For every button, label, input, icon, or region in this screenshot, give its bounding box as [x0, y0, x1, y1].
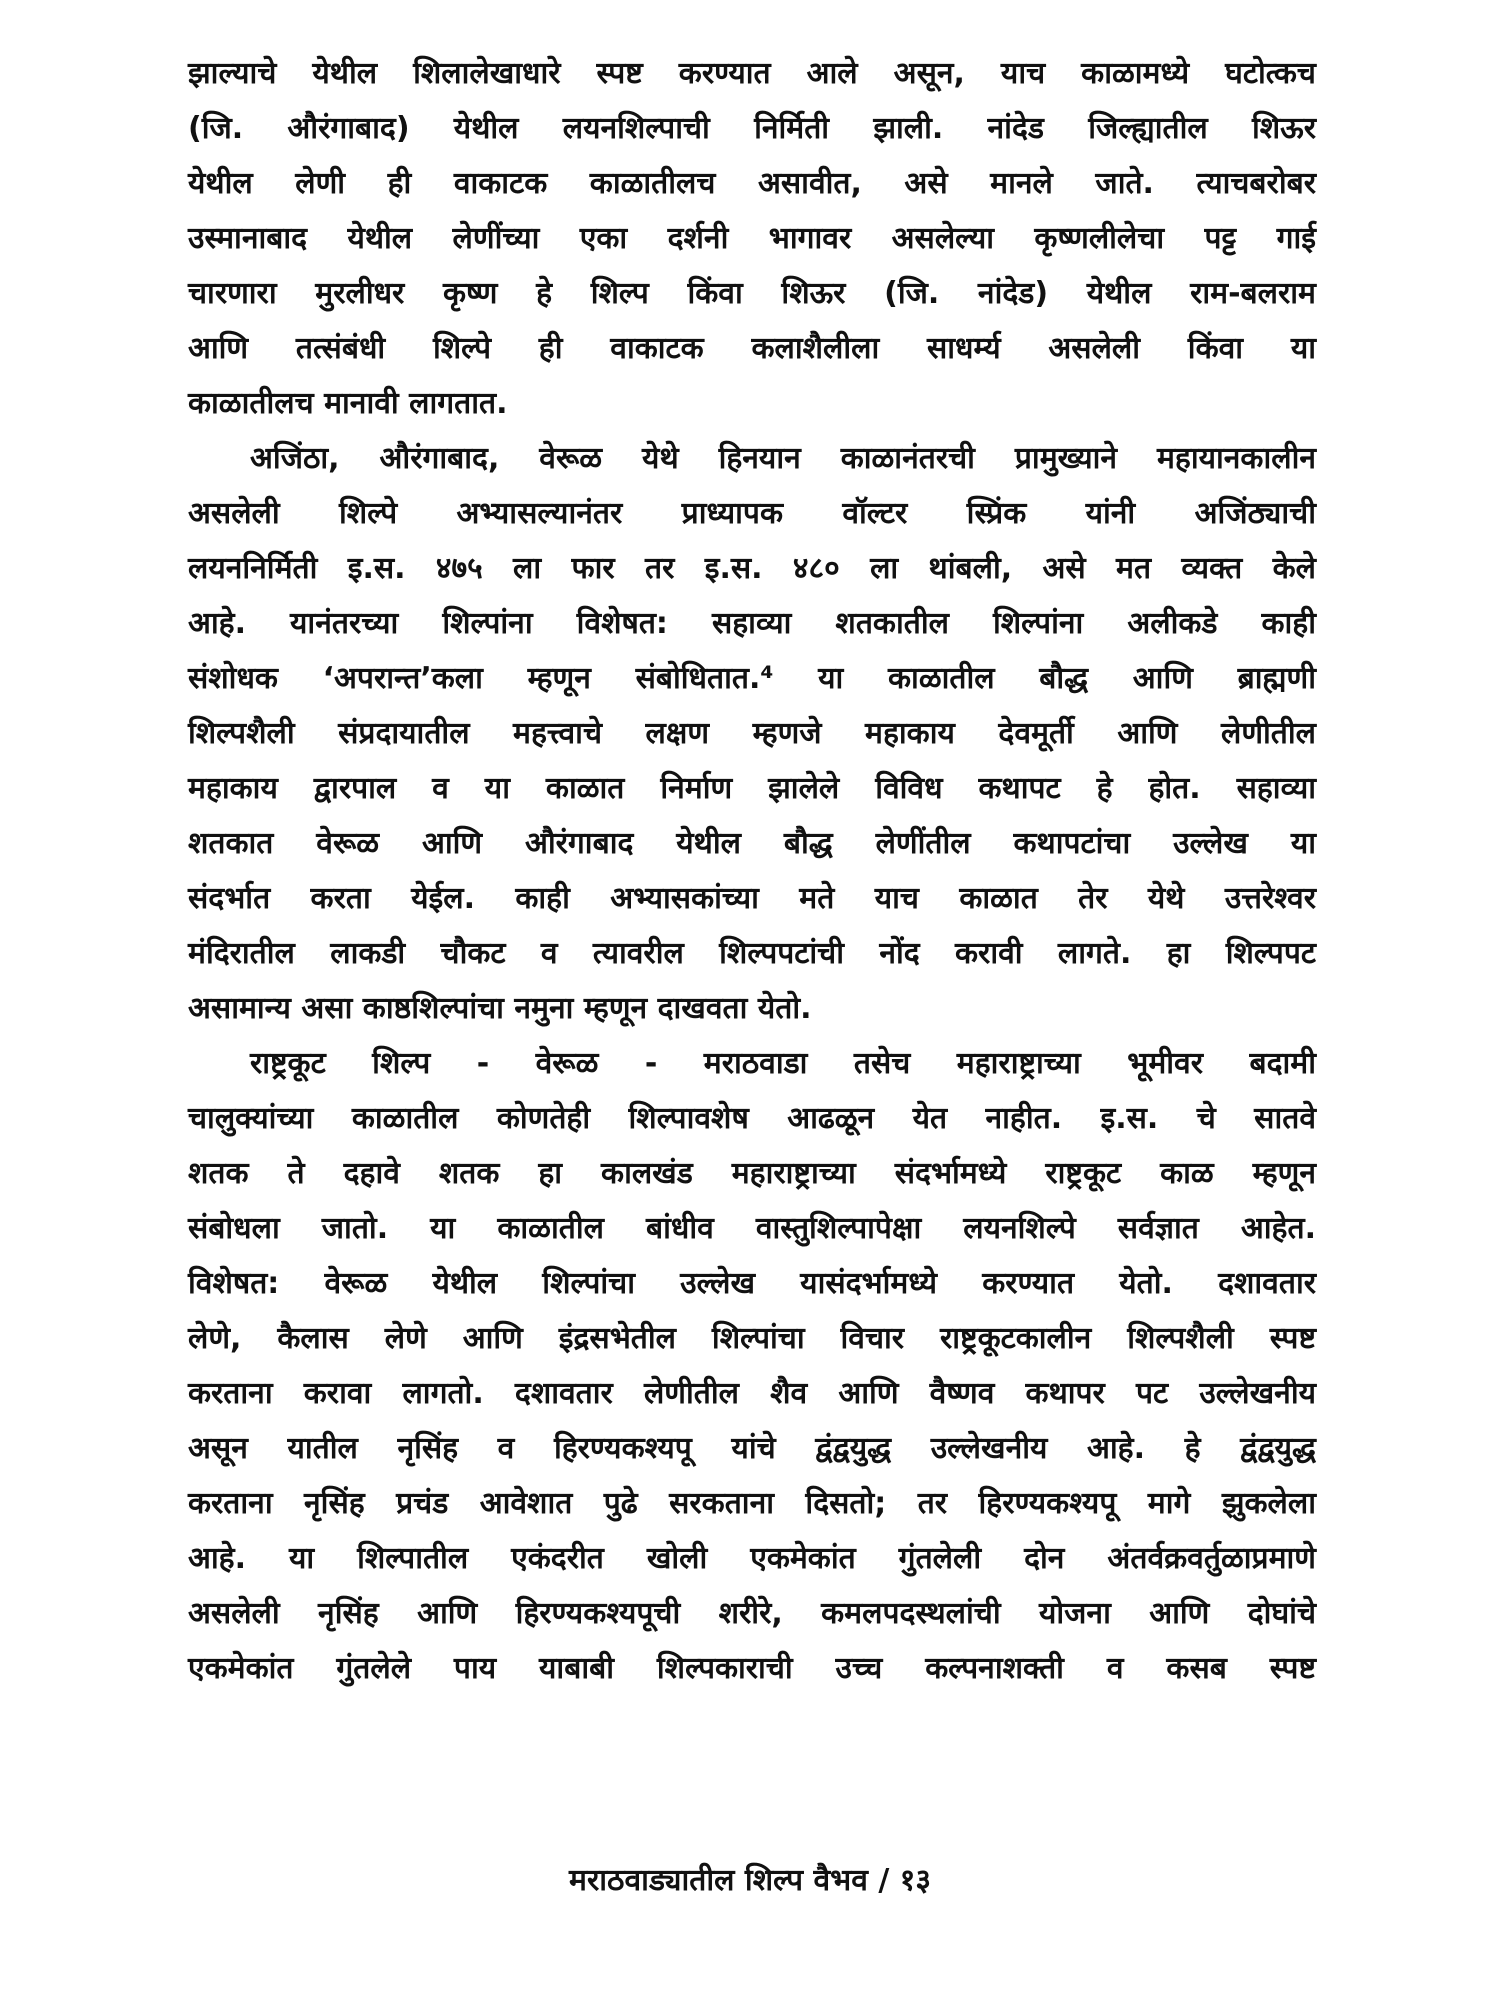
text-line: उस्मानाबाद येथील लेणींच्या एका दर्शनी भागावर असलेल्या कृष्णलीलेचा पट्ट गाई: [188, 221, 1316, 256]
paragraph: [188, 1036, 1316, 1696]
text-line: (जि. औरंगाबाद) येथील लयनशिल्पाची निर्मिती झाली. नांदेड जिल्ह्यातील शिऊर: [188, 111, 1316, 146]
text-line: झाल्याचे येथील शिलालेखाधारे स्पष्ट करण्यात आले असून, याच काळामध्ये घटोत्कच: [188, 56, 1316, 91]
text-line: संशोधक ‘अपरान्त’कला म्हणून संबोधितात.⁴ या काळातील बौद्ध आणि ब्राह्मणी: [188, 661, 1316, 696]
text-line: [188, 1036, 1316, 1091]
text-line: संबोधला जातो. या काळातील बांधीव वास्तुशिल्पापेक्षा लयनशिल्पे सर्वज्ञात आहेत.: [188, 1211, 1316, 1246]
page-body: [188, 46, 1316, 1696]
text-line-rest: मराठवाडा तसेच महाराष्ट्राच्या भूमीवर बदामी: [703, 1046, 1316, 1081]
text-line: आहे. यानंतरच्या शिल्पांना विशेषत: सहाव्या शतकातील शिल्पांना अलीकडे काही: [188, 606, 1316, 641]
paragraph: [188, 431, 1316, 1036]
text-line: आणि तत्संबंधी शिल्पे ही वाकाटक कलाशैलीला साधर्म्य असलेली किंवा या: [188, 331, 1316, 366]
section-heading: राष्ट्रकूट शिल्प - वेरूळ -: [250, 1046, 658, 1081]
text-line: शतक ते दहावे शतक हा कालखंड महाराष्ट्राच्या संदर्भामध्ये राष्ट्रकूट काळ म्हणून: [188, 1156, 1316, 1191]
text-line: करताना नृसिंह प्रचंड आवेशात पुढे सरकताना दिसतो; तर हिरण्यकश्यपू मागे झुकलेला: [188, 1486, 1316, 1521]
text-line: महाकाय द्वारपाल व या काळात निर्माण झालेले विविध कथापट हे होत. सहाव्या: [188, 771, 1316, 806]
text-line: संदर्भात करता येईल. काही अभ्यासकांच्या मते याच काळात तेर येथे उत्तरेश्वर: [188, 881, 1316, 916]
text-line: विशेषत: वेरूळ येथील शिल्पांचा उल्लेख यासंदर्भामध्ये करण्यात येतो. दशावतार: [188, 1266, 1316, 1301]
text-line: मंदिरातील लाकडी चौकट व त्यावरील शिल्पपटांची नोंद करावी लागते. हा शिल्पपट: [188, 936, 1316, 971]
text-line: चालुक्यांच्या काळातील कोणतेही शिल्पावशेष आढळून येत नाहीत. इ.स. चे सातवे: [188, 1101, 1316, 1136]
text-line: चारणारा मुरलीधर कृष्ण हे शिल्प किंवा शिऊर (जि. नांदेड) येथील राम-बलराम: [188, 276, 1316, 311]
text-line: काळातीलच मानावी लागतात.: [188, 386, 508, 421]
text-line: येथील लेणी ही वाकाटक काळातीलच असावीत, असे मानले जाते. त्याचबरोबर: [188, 166, 1316, 201]
page-footer: मराठवाड्यातील शिल्प वैभव / १३: [569, 1863, 931, 1898]
text-line: असामान्य असा काष्ठशिल्पांचा नमुना म्हणून दाखवता येतो.: [188, 991, 812, 1026]
text-line: असलेली शिल्पे अभ्यासल्यानंतर प्राध्यापक वॉल्टर स्प्रिंक यांनी अजिंठ्याची: [188, 496, 1316, 531]
text-line: एकमेकांत गुंतलेले पाय याबाबी शिल्पकाराची उच्च कल्पनाशक्ती व कसब स्पष्ट: [188, 1651, 1316, 1686]
text-line: लेणे, कैलास लेणे आणि इंद्रसभेतील शिल्पांचा विचार राष्ट्रकूटकालीन शिल्पशैली स्पष्ट: [188, 1321, 1316, 1356]
text-line: असलेली नृसिंह आणि हिरण्यकश्यपूची शरीरे, कमलपदस्थलांची योजना आणि दोघांचे: [188, 1596, 1316, 1631]
text-line: आहे. या शिल्पातील एकंदरीत खोली एकमेकांत गुंतलेली दोन अंतर्वक्रवर्तुळाप्रमाणे: [188, 1541, 1316, 1576]
paragraph: [188, 46, 1316, 431]
text-line: अजिंठा, औरंगाबाद, वेरूळ येथे हिनयान काळानंतरची प्रामुख्याने महायानकालीन: [250, 441, 1316, 476]
text-line: असून यातील नृसिंह व हिरण्यकश्यपू यांचे द्वंद्वयुद्ध उल्लेखनीय आहे. हे द्वंद्वयुद्ध: [188, 1431, 1316, 1466]
text-line: लयननिर्मिती इ.स. ४७५ ला फार तर इ.स. ४८० ला थांबली, असे मत व्यक्त केले: [188, 551, 1316, 586]
text-line: शिल्पशैली संप्रदायातील महत्त्वाचे लक्षण म्हणजे महाकाय देवमूर्ती आणि लेणीतील: [188, 716, 1316, 751]
text-line: करताना करावा लागतो. दशावतार लेणीतील शैव आणि वैष्णव कथापर पट उल्लेखनीय: [188, 1376, 1316, 1411]
text-line: शतकात वेरूळ आणि औरंगाबाद येथील बौद्ध लेणींतील कथापटांचा उल्लेख या: [188, 826, 1316, 861]
